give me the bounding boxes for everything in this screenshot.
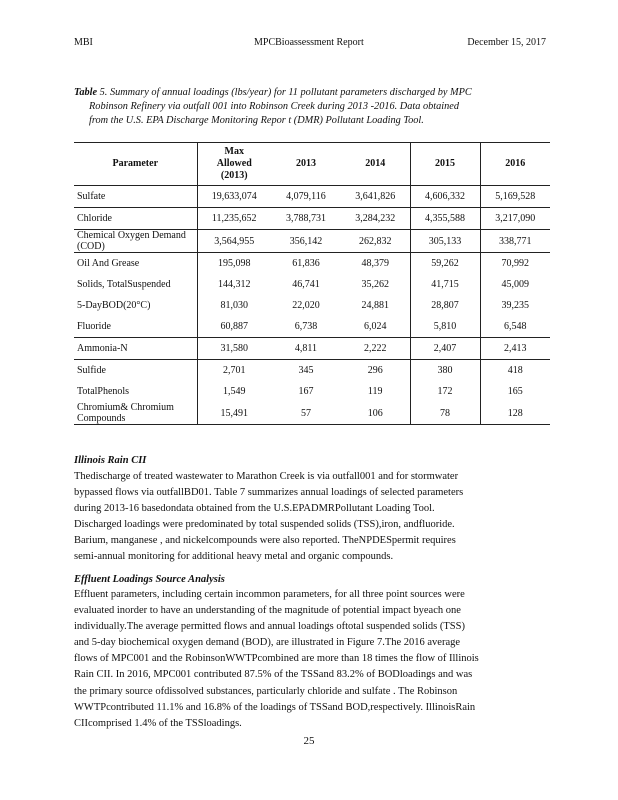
value-cell: 119 (367, 386, 383, 397)
value-cell: 4,606,332 (410, 186, 480, 208)
value-cell: 296 (367, 365, 383, 376)
section-title-effluent-loadings: Effluent Loadings Source Analysis (74, 574, 225, 585)
table-row (74, 274, 550, 295)
paragraph-line: CIIcomprised 1.4% of the TSSloadings. (74, 717, 242, 729)
value-cell: 81,030 (197, 295, 271, 316)
table-row (74, 253, 550, 275)
table-row (74, 338, 550, 360)
value-cell: 35,262 (361, 279, 389, 290)
value-cell: 59,262 (410, 253, 480, 275)
value-cell: 167 (298, 386, 314, 397)
col-header-parameter: Parameter (74, 143, 197, 186)
value-cell: 4,355,588 (410, 208, 480, 230)
value-cell: 6,548 (480, 316, 550, 338)
value-cell: 338,771 (480, 230, 550, 253)
parameter-cell: Sulfide (77, 365, 106, 376)
value-cell: 262,832 (341, 230, 410, 253)
paragraph-line: evaluated inorder to have an understanding of the magnitude of potential impact byeach one (74, 605, 461, 617)
caption-line-3: from the U.S. EPA Discharge Monitoring Repor t (DMR) Pollutant Loading Tool. (89, 115, 424, 126)
parameter-cell: Chemical Oxygen Demand (COD) (74, 230, 197, 253)
value-cell: 24,881 (361, 300, 389, 311)
value-cell: 78 (410, 402, 480, 425)
value-cell: 106 (341, 402, 410, 425)
value-cell: 3,641,826 (341, 186, 410, 208)
table-row (74, 360, 550, 382)
parameter-cell: Solids, TotalSuspended (77, 279, 171, 290)
value-cell: 5,810 (410, 316, 480, 338)
value-cell: 1,549 (197, 381, 271, 402)
col-header-2014: 2014 (341, 143, 410, 186)
value-cell: 48,379 (361, 258, 389, 269)
value-cell: 6,738 (271, 316, 341, 338)
value-cell: 28,807 (410, 295, 480, 316)
value-cell: 3,564,955 (197, 230, 271, 253)
caption-line-2: Robinson Refinery via outfall 001 into Robinson Creek during 2013 -2016. Data obtained (89, 101, 459, 112)
value-cell: 2,407 (410, 338, 480, 360)
table-row (74, 230, 550, 253)
parameter-cell: Ammonia-N (74, 338, 197, 360)
loadings-table (74, 142, 550, 425)
paragraph-line: Effluent parameters, including certain incommon parameters, for all three point sources were (74, 589, 465, 600)
paragraph-line: during 2013-16 basedondata obtained from the U.S.EPADMRPollutant Loading Tool. (74, 503, 435, 515)
col-header-2013: 2013 (271, 143, 341, 186)
paragraph-line: individually.The average permitted flows and annual loadings oftotal suspended solids (TSS) (74, 621, 465, 633)
table-caption (74, 86, 550, 128)
paragraph-line: and 5-day biochemical oxygen demand (BOD), are illustrated in Figure 7.The 2016 average (74, 637, 461, 649)
paragraph-line: WWTPcontributed 11.1% and 16.8% of the loadings of TSSand BOD,respectively. IllinoisRain (74, 701, 476, 713)
paragraph-line: the primary source ofdissolved substances, particularly chloride and sulfate . The Robinson (74, 685, 458, 697)
value-cell: 60,887 (197, 316, 271, 338)
value-cell: 22,020 (292, 300, 320, 311)
header-report-title: MPCBioassessment Report (254, 37, 364, 48)
table-row (74, 402, 550, 425)
value-cell: 2,701 (197, 360, 271, 382)
paragraph-line: Rain CII. In 2016, MPC001 contributed 87.5% of the TSSand 83.2% of BODloadings and was (74, 669, 473, 681)
parameter-cell: Sulfate (74, 186, 197, 208)
value-cell: 45,009 (480, 274, 550, 295)
paragraph-line: bypassed flows via outfallBD01. Table 7 summarizes annual loadings of selected parameters (74, 487, 464, 499)
value-cell: 380 (410, 360, 480, 382)
value-cell: 2,222 (341, 338, 410, 360)
value-cell: 305,133 (410, 230, 480, 253)
value-cell: 4,079,116 (271, 186, 341, 208)
value-cell: 6,024 (341, 316, 410, 338)
value-cell: 61,836 (292, 258, 320, 269)
parameter-cell: 5-DayBOD(20°C) (77, 300, 151, 311)
value-cell: 144,312 (197, 274, 271, 295)
paragraph-line: flows of MPC001 and the RobinsonWWTPcombined are more than 18 times the flow of Illinois (74, 653, 479, 665)
section-paragraph-illinois-rain (74, 469, 550, 566)
col-header-2016: 2016 (480, 143, 550, 186)
table-row (74, 316, 550, 338)
caption-label: Table (74, 87, 98, 98)
value-cell: 70,992 (480, 253, 550, 275)
parameter-cell: Fluoride (74, 316, 197, 338)
value-cell: 39,235 (480, 295, 550, 316)
value-cell: 165 (480, 381, 550, 402)
value-cell: 4,811 (271, 338, 341, 360)
value-cell: 31,580 (197, 338, 271, 360)
value-cell: 19,633,074 (197, 186, 271, 208)
value-cell: 5,169,528 (480, 186, 550, 208)
header-left-text: MBI (74, 37, 93, 48)
paragraph-line: Barium, manganese , and nickelcompounds were also reported. TheNPDESpermit requires (74, 535, 456, 547)
parameter-cell: Chromium& Chromium Compounds (74, 402, 197, 425)
value-cell: 3,217,090 (480, 208, 550, 230)
paragraph-line: Thedischarge of treated wastewater to Marathon Creek is via outfall001 and for stormwater (74, 471, 459, 482)
value-cell: 46,741 (292, 279, 320, 290)
header-date: December 15, 2017 (467, 37, 546, 48)
value-cell: 345 (298, 365, 314, 376)
col-header-2015: 2015 (410, 143, 480, 186)
parameter-cell: Chloride (74, 208, 197, 230)
paragraph-line: semi-annual monitoring for additional heavy metal and organic compounds. (74, 551, 394, 563)
caption-line-1-text: 5. Summary of annual loadings (lbs/year) for 11 pollutant parameters discharged by MPC (97, 87, 472, 98)
col-header-max-allowed: Max Allowed (2013) (197, 143, 271, 186)
section-paragraph-effluent-loadings (74, 587, 550, 732)
table-row (74, 295, 550, 316)
value-cell: 2,413 (480, 338, 550, 360)
caption-line-1 (74, 86, 550, 100)
table-row (74, 186, 550, 208)
page-number: 25 (303, 735, 315, 747)
value-cell: 3,788,731 (271, 208, 341, 230)
value-cell: 195,098 (197, 253, 271, 275)
parameter-cell: Oil And Grease (77, 258, 140, 269)
value-cell: 418 (480, 360, 550, 382)
value-cell: 356,142 (271, 230, 341, 253)
parameter-cell: TotalPhenols (77, 386, 130, 397)
table-header-row (74, 143, 550, 186)
section-title-illinois-rain: Illinois Rain CII (74, 455, 147, 466)
table-body (74, 186, 550, 425)
value-cell: 15,491 (197, 402, 271, 425)
value-cell: 3,284,232 (341, 208, 410, 230)
value-cell: 172 (410, 381, 480, 402)
table-row (74, 208, 550, 230)
value-cell: 41,715 (410, 274, 480, 295)
value-cell: 57 (271, 402, 341, 425)
table-row (74, 381, 550, 402)
paragraph-line: Discharged loadings were predominated by total suspended solids (TSS),iron, andfluoride. (74, 519, 455, 531)
value-cell: 128 (480, 402, 550, 425)
value-cell: 11,235,652 (197, 208, 271, 230)
